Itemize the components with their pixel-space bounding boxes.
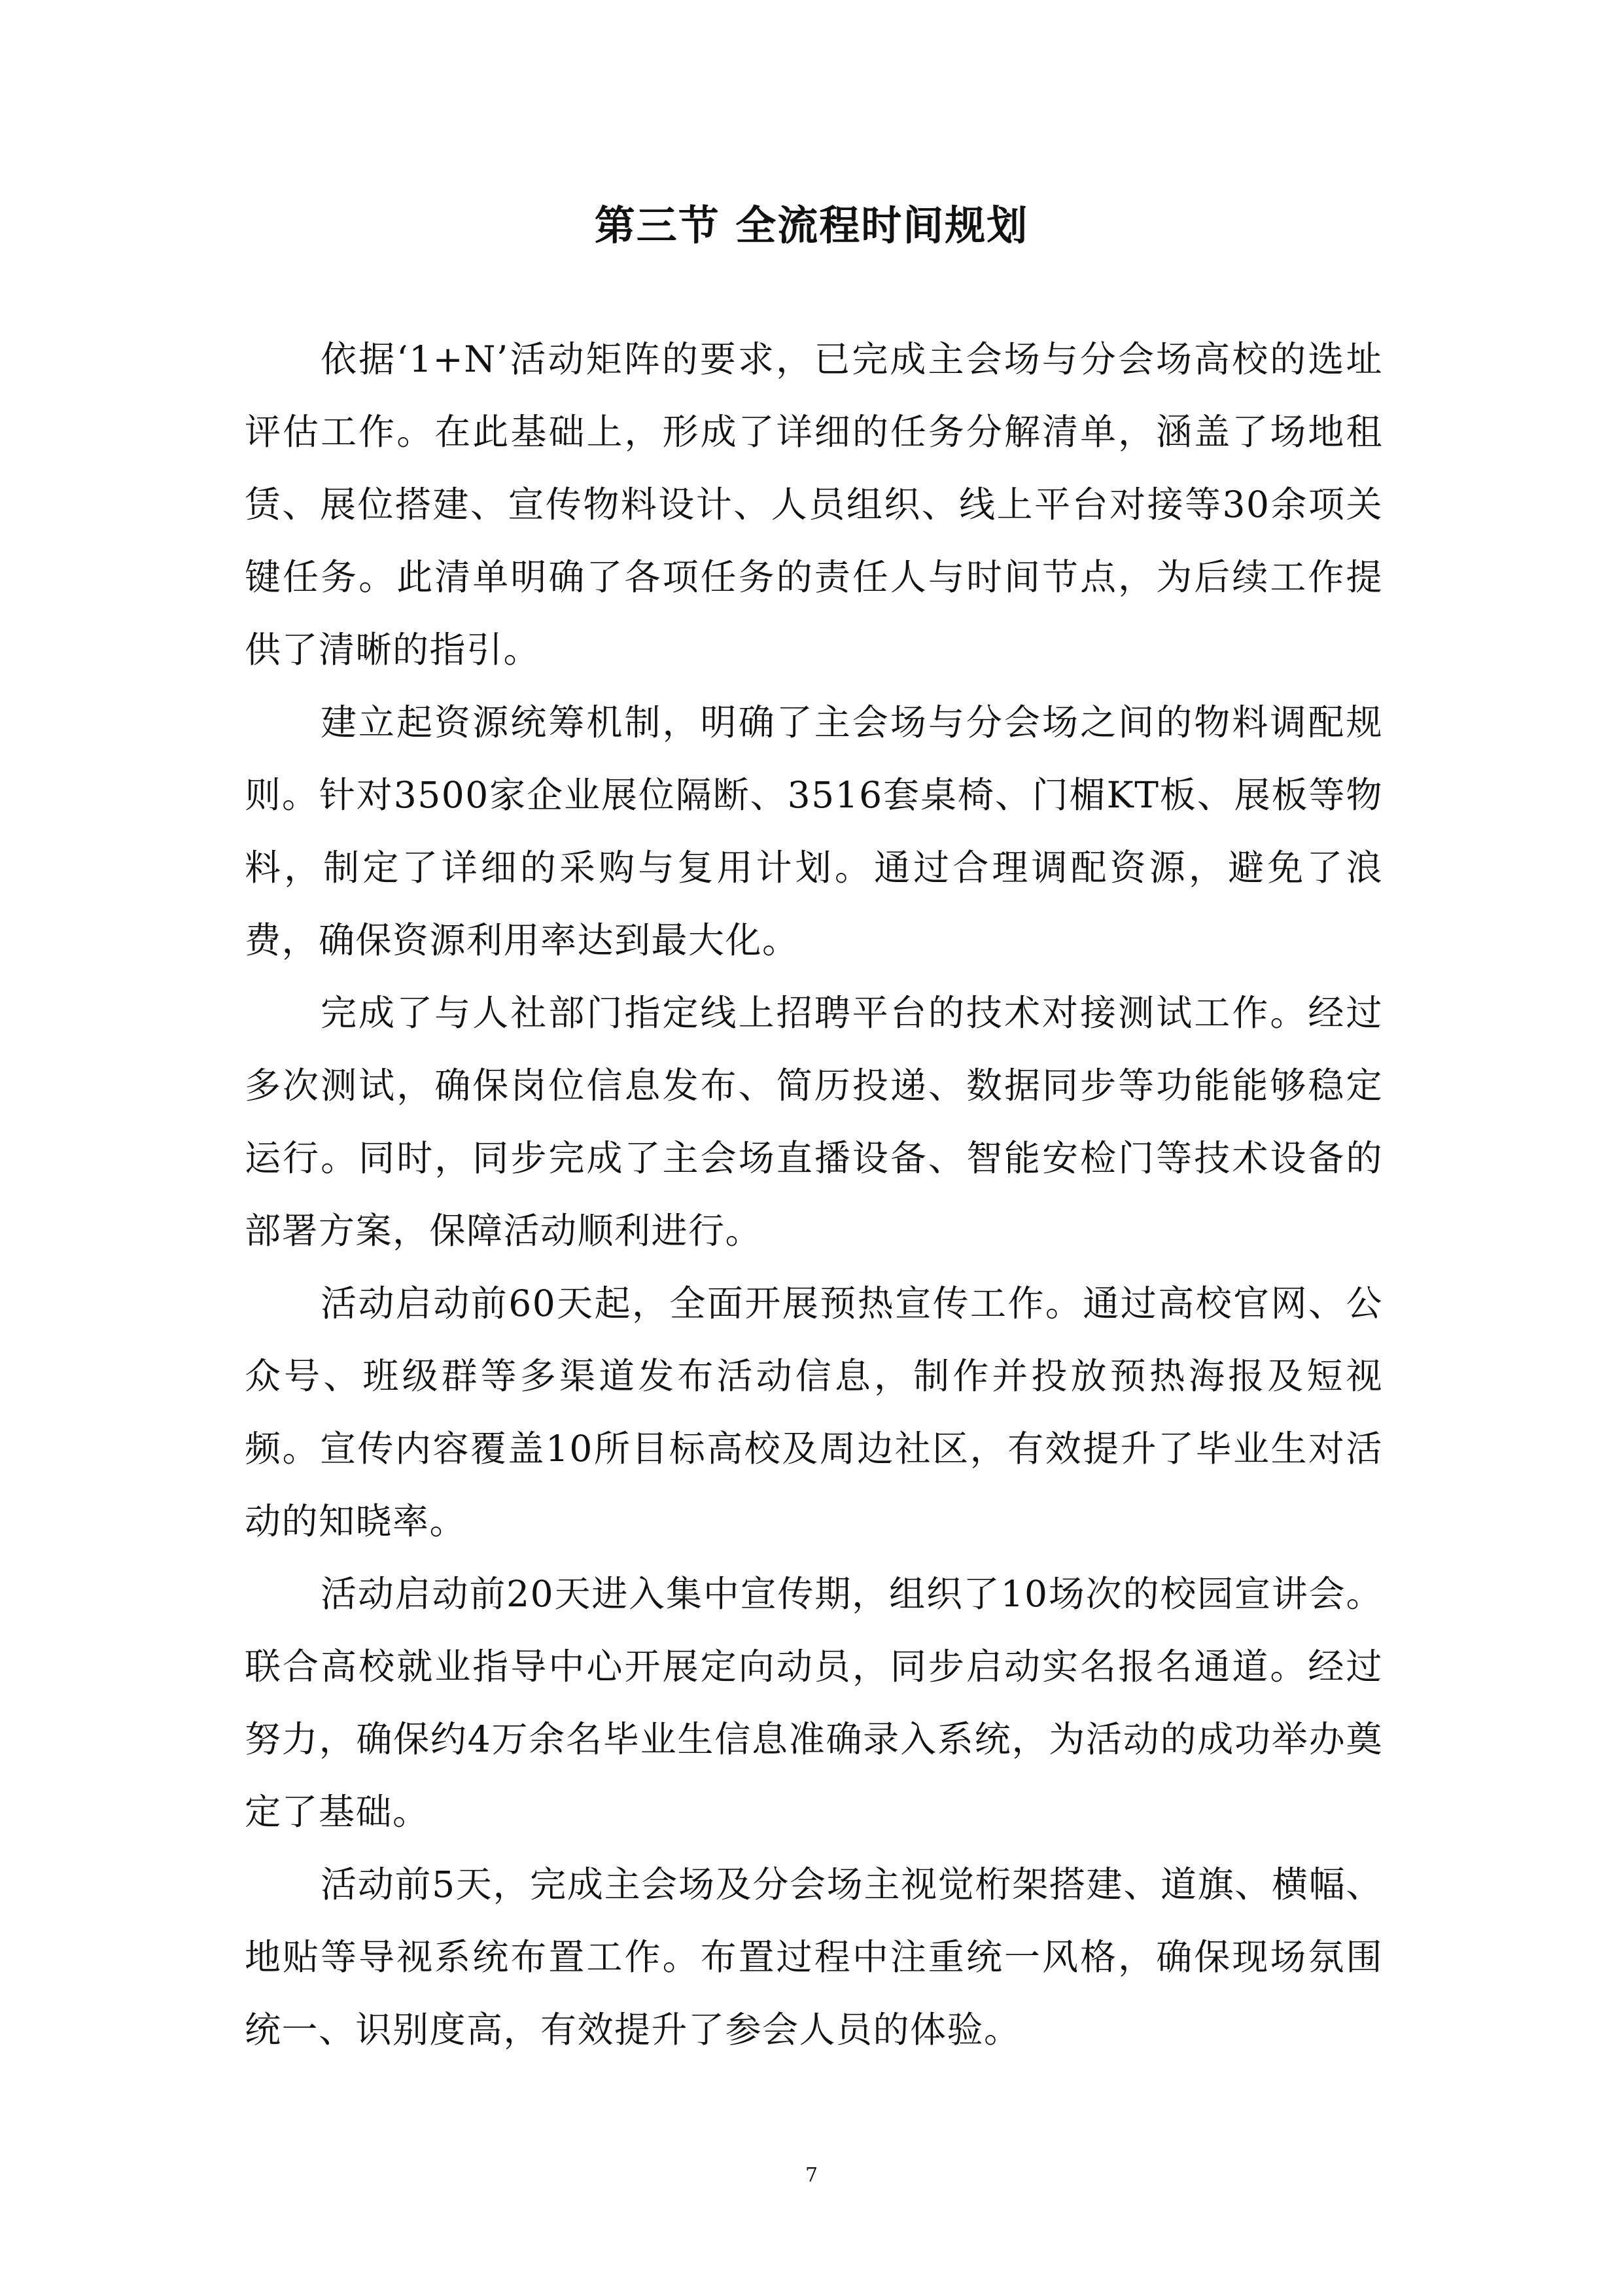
section-title: 第三节 全流程时间规划 [594, 202, 1029, 249]
paragraph-task-breakdown: 依据‘1+N’活动矩阵的要求，已完成主会场与分会场高校的选址评估工作。在此基础上，形成了详细的任务分解清单，涵盖了场地租赁、展位搭建、宣传物料设计、人员组织、线上平台对接等30余项关键任务。此清单明确了各项任务的责任人与时间节点，为后续工作提供了清晰的指引。 [245, 338, 1383, 671]
paragraph-platform-testing: 完成了与人社部门指定线上招聘平台的技术对接测试工作。经过多次测试，确保岗位信息发布、简历投递、数据同步等功能能够稳定运行。同时，同步完成了主会场直播设备、智能安检门等技术设备的部署方案，保障活动顺利进行。 [245, 992, 1383, 1252]
page-number: 7 [805, 2164, 818, 2187]
paragraph-venue-setup: 活动前5天，完成主会场及分会场主视觉桁架搭建、道旗、横幅、地贴等导视系统布置工作。布置过程中注重统一风格，确保现场氛围统一、识别度高，有效提升了参会人员的体验。 [245, 1863, 1383, 2051]
paragraph-intensive-promotion: 活动启动前20天进入集中宣传期，组织了10场次的校园宣讲会。联合高校就业指导中心开展定向动员，同步启动实名报名通道。经过努力，确保约4万余名毕业生信息准确录入系统，为活动的成功举办奠定了基础。 [245, 1573, 1383, 1833]
document-body [245, 323, 1383, 2066]
paragraph-resource-coordination: 建立起资源统筹机制，明确了主会场与分会场之间的物料调配规则。针对3500家企业展位隔断、3516套桌椅、门楣KT板、展板等物料，制定了详细的采购与复用计划。通过合理调配资源，避免了浪费，确保资源利用率达到最大化。 [245, 701, 1383, 961]
paragraph-warmup-promotion: 活动启动前60天起，全面开展预热宣传工作。通过高校官网、公众号、班级群等多渠道发布活动信息，制作并投放预热海报及短视频。宣传内容覆盖10所目标高校及周边社区，有效提升了毕业生对活动的知晓率。 [245, 1282, 1383, 1542]
